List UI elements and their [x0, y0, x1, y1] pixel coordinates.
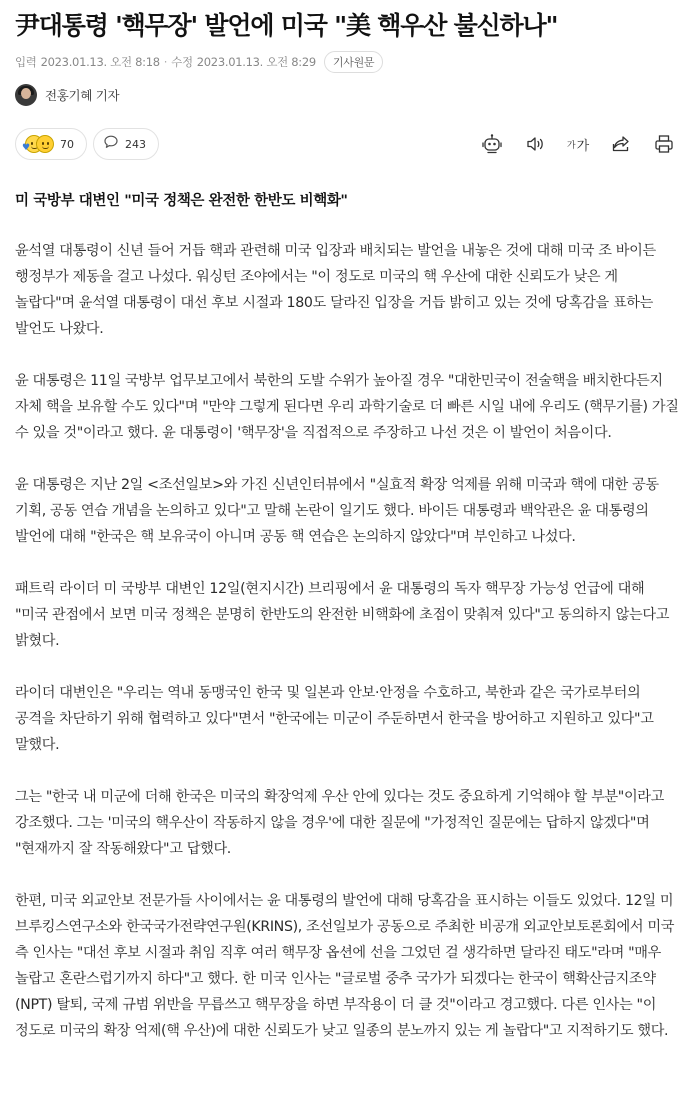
- reporter-name[interactable]: 전홍기혜 기자: [45, 88, 120, 103]
- article-meta: [15, 52, 383, 72]
- article-paragraph: 한편, 미국 외교안보 전문가들 사이에서는 윤 대통령의 발언에 대해 당혹감을 표시하는 이들도 있었다. 12일 미 브루킹스연구소와 한국국가전략연구원(KRINS), 조선일보가 공동으로 주최한 비공개 외교안보토론회에서 미국 측 인사는 "대선 후보 시절과 취임 직후 여러 핵무장 옵션에 선을 그었던 걸 생각하면 달라진 태도"라며 "매우 놀랍고 혼란스럽기까지 하다"고 했다. 한 미국 인사는 "글로벌 중추 국가가 되겠다는 한국이 핵확산금지조약(NPT) 탈퇴, 국제 규범 위반을 무릅쓰고 핵무장을 하면 부작용이 더 클 것"이라고 경고했다. 다른 인사는 "이 정도로 미국의 확장 억제(핵 우산)에 대한 신뢰도가 낮고 일종의 분노까지 있는 게 놀랍다"고 지적하기도 했다.: [15, 893, 675, 1039]
- article-paragraph: 윤 대통령은 지난 2일 <조선일보>와 가진 신년인터뷰에서 "실효적 확장 억제를 위해 미국과 핵에 대한 공동 기획, 공동 연습 개념을 논의하고 있다"고 말해 논란이 일기도 했다. 바이든 대통령과 백악관은 윤 대통령의 발언에 대해 "한국은 핵 보유국이 아니며 공동 핵 연습은 논의하지 않았다"며 부인하고 나섰다.: [15, 477, 659, 545]
- meta-separator: ·: [163, 55, 168, 69]
- reaction-count: 70: [60, 137, 74, 151]
- robot-summary-icon[interactable]: [481, 133, 503, 155]
- article-headline: 尹대통령 '핵무장' 발언에 미국 "美 핵우산 불신하나": [15, 11, 558, 40]
- reaction-button[interactable]: [15, 128, 87, 160]
- article-body: [15, 188, 680, 1070]
- article-toolbar: [481, 128, 675, 160]
- share-icon[interactable]: [610, 133, 632, 155]
- original-article-button[interactable]: 기사원문: [324, 51, 383, 73]
- print-icon[interactable]: [653, 133, 675, 155]
- reaction-emoji-icon: ♥: [25, 135, 54, 153]
- comment-icon: [103, 134, 119, 154]
- reporter-byline[interactable]: [15, 83, 119, 107]
- reaction-bar: [15, 128, 159, 160]
- comment-button[interactable]: [93, 128, 159, 160]
- edit-time: 2023.01.13. 오전 8:29: [196, 55, 316, 69]
- speaker-icon[interactable]: [524, 133, 546, 155]
- article-paragraph: 윤 대통령은 11일 국방부 업무보고에서 북한의 도발 수위가 높아질 경우 "대한민국이 전술핵을 배치한다든지 자체 핵을 보유할 수도 있다"며 "만약 그렇게 된다면 우리 과학기술로 더 빠른 시일 내에 우리도 (핵무기를) 가질 수 있을 것"이라고 했다. 윤 대통령이 '핵무장'을 직접적으로 주장하고 나선 것은 이 발언이 처음이다.: [15, 373, 679, 441]
- article-paragraph: 그는 "한국 내 미군에 더해 한국은 미국의 확장억제 우산 안에 있다는 것도 중요하게 기억해야 할 부분"이라고 강조했다. 그는 '미국의 핵우산이 작동하지 않을 경우'에 대한 질문에 "가정적인 질문에는 답하지 않겠다"며 "현재까지 잘 작동해왔다"고 답했다.: [15, 789, 665, 857]
- article-paragraph: 패트릭 라이더 미 국방부 대변인 12일(현지시간) 브리핑에서 윤 대통령의 독자 핵무장 가능성 언급에 대해 "미국 관점에서 보면 미국 정책은 분명히 한반도의 완전한 비핵화에 초점이 맞춰져 있다"고 동의하지 않는다고 밝혔다.: [15, 581, 670, 649]
- comment-count: 243: [125, 137, 146, 151]
- input-label: 입력: [15, 55, 37, 69]
- article-subhead: 미 국방부 대변인 "미국 정책은 완전한 한반도 비핵화": [15, 193, 348, 209]
- input-time: 2023.01.13. 오전 8:18: [40, 55, 160, 69]
- edit-label: 수정: [171, 55, 193, 69]
- article-paragraph: 윤석열 대통령이 신년 들어 거듭 핵과 관련해 미국 입장과 배치되는 발언을 내놓은 것에 대해 미국 조 바이든 행정부가 제동을 걸고 나섰다. 워싱턴 조야에서는 "이 정도로 미국의 핵 우산에 대한 신뢰도가 낮은 게 놀랍다"며 윤석열 대통령이 대선 후보 시절과 180도 달라진 입장을 거듭 밝히고 있는 것에 당혹감을 표하는 발언도 나왔다.: [15, 243, 656, 337]
- font-size-icon[interactable]: 가 가: [567, 133, 589, 155]
- font-size-label: 가: [576, 138, 590, 154]
- avatar: [15, 84, 37, 106]
- article-paragraph: 라이더 대변인은 "우리는 역내 동맹국인 한국 및 일본과 안보·안정을 수호하고, 북한과 같은 국가로부터의 공격을 차단하기 위해 협력하고 있다"면서 "한국에는 미군이 주둔하면서 한국을 방어하고 지원하고 있다"고 말했다.: [15, 685, 654, 753]
